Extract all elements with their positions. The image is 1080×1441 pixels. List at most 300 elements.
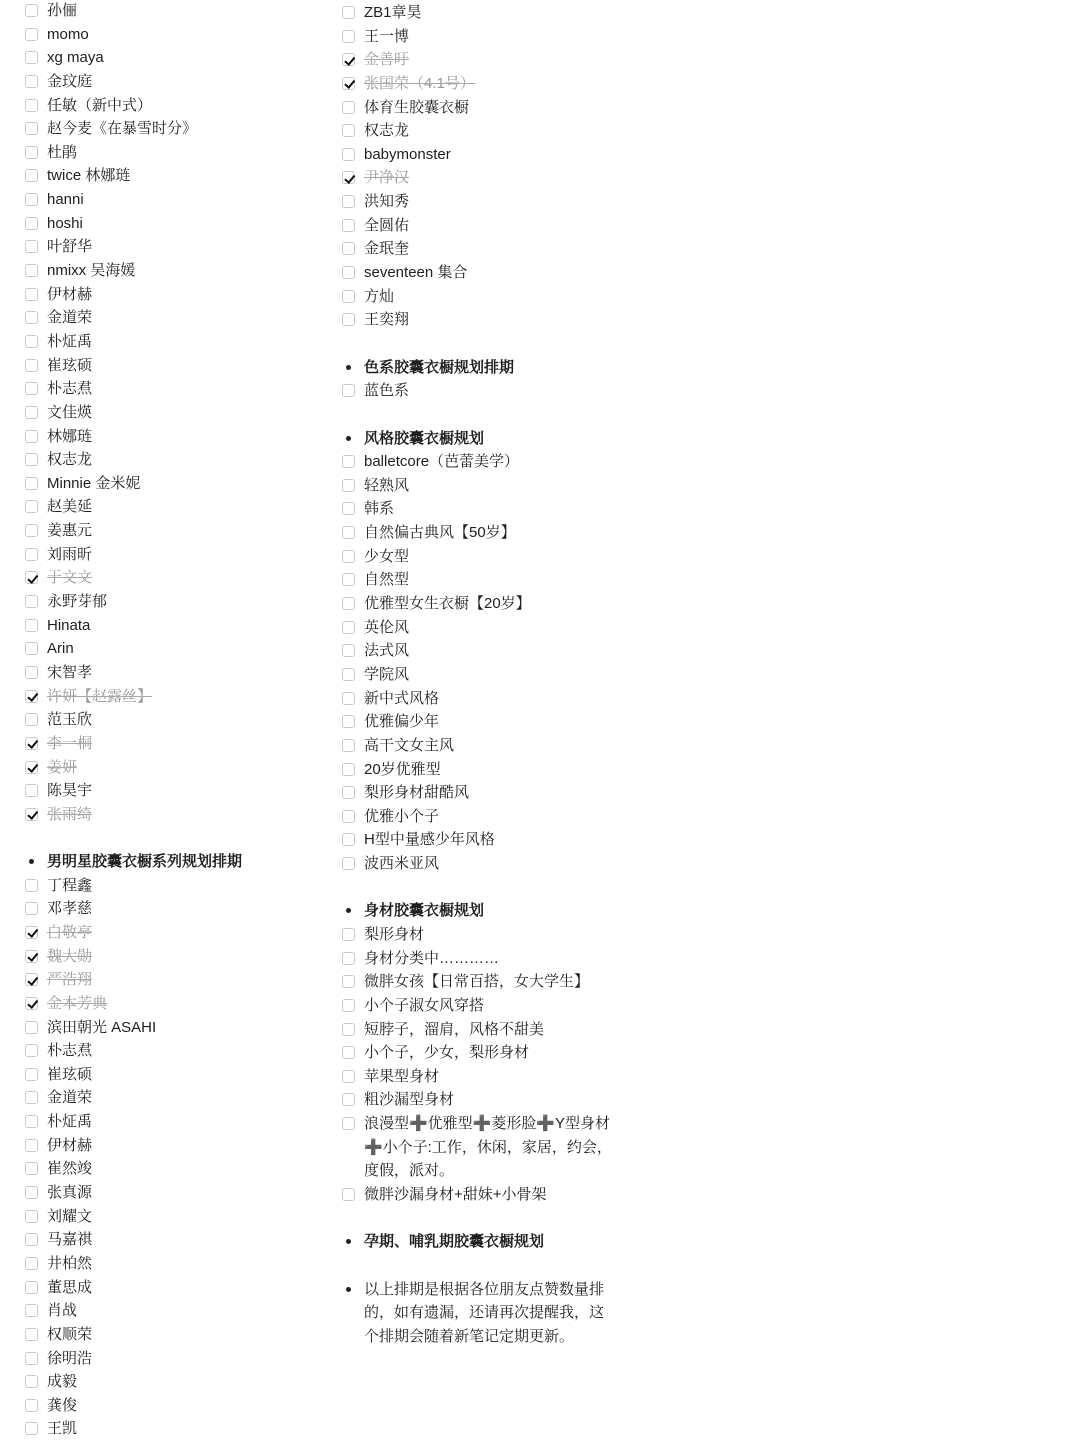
checkbox-checked-icon[interactable] [25, 690, 38, 703]
bullet-icon [346, 908, 351, 913]
checkbox-icon[interactable] [342, 526, 355, 539]
checklist-item [342, 1065, 617, 1089]
checklist-item [342, 734, 617, 758]
checklist-item-label: 英伦风 [364, 618, 410, 636]
checklist-item [25, 992, 315, 1016]
checkbox-icon[interactable] [25, 713, 38, 726]
color-section-heading [342, 356, 617, 380]
checklist-item-label: 魏大勋 [47, 947, 93, 965]
checklist-item-label: 文佳煐 [47, 403, 93, 421]
checklist-item-label: ZB1章昊 [364, 4, 422, 21]
checklist-item [25, 1063, 315, 1087]
checklist-item [25, 519, 315, 543]
checkbox-icon[interactable] [342, 6, 355, 19]
checklist-item-label: 杜鹃 [47, 143, 78, 161]
checklist-item-label: 宋智孝 [47, 663, 93, 681]
checklist-item [25, 566, 315, 590]
checklist-item [25, 425, 315, 449]
style-section-heading [342, 427, 617, 451]
checklist-item [25, 637, 315, 661]
checklist-item [25, 472, 315, 496]
checkbox-icon[interactable] [25, 217, 38, 230]
checklist-item [342, 1088, 617, 1112]
checklist-item-label: 范玉欣 [47, 711, 93, 729]
checklist-item [342, 119, 617, 143]
checklist-item [342, 687, 617, 711]
checklist-item-label: 滨田朝光 ASAHI [47, 1018, 157, 1036]
checklist-item [25, 235, 315, 259]
body-section-heading [342, 899, 617, 923]
checklist-item [25, 1039, 315, 1063]
checklist-item [25, 1016, 315, 1040]
checklist-item-label: 朴志焄 [47, 1042, 93, 1060]
male-section-heading [25, 850, 315, 874]
checkbox-icon[interactable] [342, 195, 355, 208]
checkbox-icon[interactable] [342, 219, 355, 232]
checklist-item [25, 94, 315, 118]
checklist-item [25, 921, 315, 945]
checklist-item [25, 0, 315, 23]
checkbox-icon[interactable] [342, 384, 355, 397]
checkbox-icon[interactable] [342, 810, 355, 823]
checklist-item-label: 张真源 [47, 1184, 93, 1202]
checkbox-icon[interactable] [25, 879, 38, 892]
checklist-item [25, 283, 315, 307]
checklist-item [25, 803, 315, 827]
checkbox-icon[interactable] [25, 453, 38, 466]
checklist-item [25, 1299, 315, 1323]
checklist-item-label: 全圆佑 [364, 216, 410, 234]
checklist-item [25, 756, 315, 780]
checkbox-icon[interactable] [25, 619, 38, 632]
checkbox-icon[interactable] [25, 1091, 38, 1104]
checklist-item-label: seventeen 集合 [364, 264, 468, 282]
checkbox-icon[interactable] [342, 621, 355, 634]
checklist-item [25, 614, 315, 638]
checklist-item-label: 微胖沙漏身材+甜妹+小骨架 [364, 1186, 547, 1204]
checklist-item-label: 苹果型身材 [364, 1067, 440, 1085]
checkbox-icon[interactable] [342, 502, 355, 515]
checkbox-checked-icon[interactable] [25, 737, 38, 750]
checkbox-icon[interactable] [342, 242, 355, 255]
checkbox-icon[interactable] [25, 1257, 38, 1270]
bullet-icon [346, 1239, 351, 1244]
checkbox-icon[interactable] [25, 595, 38, 608]
checklist-item [342, 521, 617, 545]
checkbox-icon[interactable] [342, 597, 355, 610]
checklist-item-label: 朴炡禹 [47, 1113, 93, 1131]
checklist-item-label: 学院风 [364, 665, 410, 683]
checklist-item-label: 韩系 [364, 500, 395, 518]
checklist-item [342, 450, 617, 474]
checklist-item [25, 661, 315, 685]
checkbox-icon[interactable] [25, 784, 38, 797]
color-checklist [342, 379, 617, 403]
checklist-item [25, 1394, 315, 1418]
checklist-item [342, 545, 617, 569]
checklist-item-label: 林娜琏 [47, 427, 93, 445]
checklist-item [342, 947, 617, 971]
checklist-item-label: hanni [47, 191, 84, 209]
checklist-item-label: 金珉奎 [364, 240, 410, 258]
checklist-item [25, 543, 315, 567]
spacer [25, 826, 315, 850]
checkbox-icon[interactable] [25, 335, 38, 348]
checkbox-icon[interactable] [25, 1210, 38, 1223]
checklist-item [342, 143, 617, 167]
checklist-item [342, 616, 617, 640]
checklist-item-label: 法式风 [364, 642, 410, 660]
checklist-item-label: twice 林娜琏 [47, 167, 131, 185]
checkbox-icon[interactable] [342, 1117, 355, 1130]
pregnancy-section-heading [342, 1230, 617, 1254]
checklist-item [25, 46, 315, 70]
checklist-item [342, 970, 617, 994]
checkbox-icon[interactable] [25, 1139, 38, 1152]
checklist-item [342, 923, 617, 947]
checkbox-icon[interactable] [25, 1281, 38, 1294]
checklist-item-label: 方灿 [364, 287, 395, 305]
checkbox-icon[interactable] [25, 500, 38, 513]
checklist-item-label: 金道荣 [47, 309, 93, 327]
checklist-item-label: 高干文女主风 [364, 736, 455, 754]
checkbox-icon[interactable] [25, 1162, 38, 1175]
checkbox-icon[interactable] [342, 668, 355, 681]
checklist-item-label: 轻熟风 [364, 476, 410, 494]
checkbox-icon[interactable] [25, 193, 38, 206]
checklist-item-label: 马嘉祺 [47, 1231, 93, 1249]
checklist-item [25, 495, 315, 519]
checklist-item-label: 崔玹硕 [47, 1065, 93, 1083]
checkbox-icon[interactable] [25, 1375, 38, 1388]
checklist-item [342, 758, 617, 782]
checkbox-icon[interactable] [25, 1352, 38, 1365]
checkbox-icon[interactable] [342, 124, 355, 137]
checklist-item [342, 1041, 617, 1065]
spacer [342, 332, 617, 356]
checklist-item [342, 474, 617, 498]
checklist-item-label: hoshi [47, 214, 83, 232]
checklist-item-label: 伊材赫 [47, 1136, 93, 1154]
checkbox-icon[interactable] [342, 148, 355, 161]
section-title: 男明星胶囊衣橱系列规划排期 [47, 853, 243, 871]
checklist-item [342, 568, 617, 592]
schedule-note [342, 1278, 617, 1349]
checkbox-icon[interactable] [25, 51, 38, 64]
checklist-item [25, 968, 315, 992]
checkbox-icon[interactable] [342, 479, 355, 492]
checklist-item [342, 828, 617, 852]
checklist-item [25, 164, 315, 188]
checklist-item-label: Arin [47, 640, 74, 658]
section-title: 孕期、哺乳期胶囊衣橱规划 [364, 1233, 545, 1251]
checkbox-icon[interactable] [342, 266, 355, 279]
checklist-item-label: 少女型 [364, 547, 410, 565]
checklist-item-label: nmixx 吴海媛 [47, 262, 136, 280]
checklist-item-label: 刘耀文 [47, 1207, 93, 1225]
checkbox-icon[interactable] [342, 786, 355, 799]
checklist-item-label: 龚俊 [47, 1396, 78, 1414]
checkbox-icon[interactable] [342, 30, 355, 43]
checkbox-icon[interactable] [342, 999, 355, 1012]
checklist-item-label: 严浩翔 [47, 971, 93, 989]
checkbox-icon[interactable] [25, 146, 38, 159]
checkbox-icon[interactable] [342, 573, 355, 586]
checkbox-icon[interactable] [25, 1328, 38, 1341]
checkbox-icon[interactable] [25, 406, 38, 419]
spacer [342, 1254, 617, 1278]
checkbox-icon[interactable] [25, 28, 38, 41]
checklist-item [25, 330, 315, 354]
checklist-item-label: 李一桐 [47, 734, 93, 752]
checkbox-icon[interactable] [342, 692, 355, 705]
checklist-item-label: 永野芽郁 [47, 593, 108, 611]
checklist-item-label: 井柏然 [47, 1254, 93, 1272]
checklist-item [25, 1110, 315, 1134]
checklist-item [342, 663, 617, 687]
checklist-item-label: 成毅 [47, 1373, 78, 1391]
checkbox-icon[interactable] [342, 550, 355, 563]
checkbox-icon[interactable] [25, 99, 38, 112]
checkbox-icon[interactable] [25, 1186, 38, 1199]
checklist-item [25, 732, 315, 756]
checkbox-icon[interactable] [342, 644, 355, 657]
bullet-icon [346, 365, 351, 370]
checkbox-icon[interactable] [25, 240, 38, 253]
checkbox-icon[interactable] [342, 313, 355, 326]
checklist-item [342, 237, 617, 261]
checkbox-icon[interactable] [342, 952, 355, 965]
note-text: 以上排期是根据各位朋友点赞数量排的，如有遗漏，还请再次提醒我，这个排期会随着新笔记定期更新。 [364, 1280, 605, 1345]
checklist-item-label: 崔玹硕 [47, 356, 93, 374]
checklist-item [25, 590, 315, 614]
checklist-item [25, 306, 315, 330]
checklist-item-label: 许妍【赵露丝】 [47, 687, 153, 705]
checklist-item-label: 伊材赫 [47, 285, 93, 303]
checkbox-checked-icon[interactable] [342, 53, 355, 66]
checkbox-checked-icon[interactable] [25, 571, 38, 584]
checkbox-icon[interactable] [25, 1021, 38, 1034]
checklist-item-label: 姜惠元 [47, 522, 93, 540]
checkbox-icon[interactable] [25, 666, 38, 679]
checklist-item [25, 708, 315, 732]
checkbox-checked-icon[interactable] [342, 171, 355, 184]
checklist-item-label: 新中式风格 [364, 689, 440, 707]
checklist-item [342, 261, 617, 285]
checkbox-icon[interactable] [25, 288, 38, 301]
checkbox-icon[interactable] [342, 1093, 355, 1106]
checkbox-icon[interactable] [25, 1068, 38, 1081]
checklist-item-label: 金本芳典 [47, 994, 108, 1012]
male-star-checklist [25, 874, 315, 1441]
female-star-checklist [25, 0, 315, 826]
checklist-item [25, 354, 315, 378]
checklist-item-label: Hinata [47, 616, 91, 634]
checkbox-checked-icon[interactable] [25, 926, 38, 939]
checkbox-checked-icon[interactable] [25, 997, 38, 1010]
checkbox-icon[interactable] [342, 928, 355, 941]
checklist-item-label: 张国荣（4.1号） [364, 74, 475, 92]
checkbox-icon[interactable] [25, 642, 38, 655]
checkbox-icon[interactable] [25, 1233, 38, 1246]
checklist-item [25, 259, 315, 283]
checklist-item-label: 王奕翔 [364, 311, 410, 329]
checklist-item [25, 1228, 315, 1252]
checklist-item [342, 592, 617, 616]
checklist-item [342, 379, 617, 403]
checkbox-checked-icon[interactable] [25, 973, 38, 986]
body-checklist [342, 923, 617, 1207]
checklist-item-label: 姜妍 [47, 758, 78, 776]
checklist-item-label: 权志龙 [364, 122, 410, 140]
checkbox-icon[interactable] [342, 1023, 355, 1036]
checkbox-icon[interactable] [25, 902, 38, 915]
checkbox-icon[interactable] [342, 1046, 355, 1059]
checkbox-icon[interactable] [342, 715, 355, 728]
checklist-item [25, 1181, 315, 1205]
checklist-item-label: 短脖子，溜肩，风格不甜美 [364, 1020, 545, 1038]
bullet-icon [346, 1287, 351, 1292]
checkbox-icon[interactable] [342, 975, 355, 988]
checkbox-icon[interactable] [25, 75, 38, 88]
checklist-item-label: 梨形身材甜酷风 [364, 784, 470, 802]
checklist-item [25, 685, 315, 709]
right-column [342, 1, 617, 1349]
checkbox-icon[interactable] [25, 122, 38, 135]
checkbox-icon[interactable] [25, 264, 38, 277]
checklist-item [342, 805, 617, 829]
checkbox-icon[interactable] [342, 1188, 355, 1201]
checklist-item-label: momo [47, 25, 89, 43]
checkbox-icon[interactable] [342, 101, 355, 114]
checklist-item [342, 72, 617, 96]
checkbox-icon[interactable] [342, 739, 355, 752]
spacer [342, 876, 617, 900]
checklist-item-label: 徐明浩 [47, 1349, 93, 1367]
checklist-item [25, 1205, 315, 1229]
checklist-item [25, 779, 315, 803]
checklist-item-label: 梨形身材 [364, 925, 425, 943]
checklist-item-label: H型中量感少年风格 [364, 831, 495, 849]
checklist-item [25, 1157, 315, 1181]
checklist-item [25, 874, 315, 898]
checklist-item-label: 陈昊宇 [47, 782, 93, 800]
checkbox-checked-icon[interactable] [25, 950, 38, 963]
checklist-item-label: 洪知秀 [364, 193, 410, 211]
checklist-item [25, 897, 315, 921]
checklist-item-label: Minnie 金米妮 [47, 474, 141, 492]
checklist-item-label: 小个子淑女风穿搭 [364, 996, 485, 1014]
checklist-item-label: 肖战 [47, 1302, 78, 1320]
checkbox-icon[interactable] [25, 311, 38, 324]
checklist-item-label: 邓孝慈 [47, 900, 93, 918]
section-title: 色系胶囊衣橱规划排期 [364, 358, 515, 376]
checklist-item [342, 214, 617, 238]
checklist-item-label: xg maya [47, 49, 104, 67]
checklist-item-label: 王一博 [364, 27, 410, 45]
checklist-item [342, 285, 617, 309]
checkbox-icon[interactable] [25, 477, 38, 490]
checklist-item-label: balletcore（芭蕾美学） [364, 453, 520, 471]
checkbox-icon[interactable] [25, 4, 38, 17]
checklist-item [25, 70, 315, 94]
checklist-item [25, 188, 315, 212]
checklist-item [342, 48, 617, 72]
checklist-item [342, 25, 617, 49]
checklist-item-label: 优雅偏少年 [364, 713, 440, 731]
checklist-item-label: 王凯 [47, 1420, 78, 1438]
checklist-item [342, 852, 617, 876]
checklist-item-label: 蓝色系 [364, 382, 410, 400]
checklist-item-label: 刘雨昕 [47, 545, 93, 563]
checklist-item-label: 朴志焄 [47, 380, 93, 398]
checklist-item [342, 781, 617, 805]
checklist-item [25, 401, 315, 425]
checkbox-icon[interactable] [25, 524, 38, 537]
checklist-item-label: 张雨绮 [47, 805, 93, 823]
checkbox-icon[interactable] [25, 382, 38, 395]
checkbox-checked-icon[interactable] [25, 761, 38, 774]
checkbox-icon[interactable] [342, 455, 355, 468]
checklist-item [25, 448, 315, 472]
checklist-item [25, 1347, 315, 1371]
checklist-item [25, 141, 315, 165]
checkbox-icon[interactable] [342, 763, 355, 776]
checklist-item-label: 自然偏古典风【50岁】 [364, 524, 516, 542]
checkbox-icon[interactable] [25, 1422, 38, 1435]
checklist-item-label: 赵美延 [47, 498, 93, 516]
checklist-item [25, 1417, 315, 1441]
checkbox-checked-icon[interactable] [25, 808, 38, 821]
checkbox-checked-icon[interactable] [342, 77, 355, 90]
checkbox-icon[interactable] [342, 290, 355, 303]
checkbox-icon[interactable] [25, 430, 38, 443]
checklist-item [25, 1086, 315, 1110]
checklist-item-label: 任敏（新中式） [47, 96, 153, 114]
checklist-item [25, 1252, 315, 1276]
spacer [342, 1207, 617, 1231]
checkbox-icon[interactable] [25, 1399, 38, 1412]
checklist-item-label: 叶舒华 [47, 238, 93, 256]
checklist-item-label: 崔然竣 [47, 1160, 93, 1178]
checklist-item-label: 权顺荣 [47, 1325, 93, 1343]
spacer [342, 403, 617, 427]
checklist-item-label: babymonster [364, 145, 451, 163]
checklist-item [342, 497, 617, 521]
checklist-item [25, 377, 315, 401]
checklist-item [25, 1370, 315, 1394]
checklist-item-label: 董思成 [47, 1278, 93, 1296]
checkbox-icon[interactable] [25, 169, 38, 182]
checklist-item [342, 308, 617, 332]
checkbox-icon[interactable] [25, 1304, 38, 1317]
section-title: 身材胶囊衣橱规划 [364, 902, 485, 920]
checkbox-icon[interactable] [25, 1115, 38, 1128]
checklist-item-label: 波西米亚风 [364, 855, 440, 873]
checkbox-icon[interactable] [25, 548, 38, 561]
checklist-item-label: 粗沙漏型身材 [364, 1091, 455, 1109]
checkbox-icon[interactable] [342, 857, 355, 870]
checkbox-icon[interactable] [342, 833, 355, 846]
checkbox-icon[interactable] [342, 1070, 355, 1083]
checklist-item [342, 710, 617, 734]
checklist-item-label: 孙俪 [47, 2, 78, 19]
checklist-item-label: 白敬亭 [47, 923, 93, 941]
checkbox-icon[interactable] [25, 359, 38, 372]
checkbox-icon[interactable] [25, 1044, 38, 1057]
checklist-item-label: 微胖女孩【日常百搭，女大学生】 [364, 973, 590, 991]
checklist-item [342, 639, 617, 663]
